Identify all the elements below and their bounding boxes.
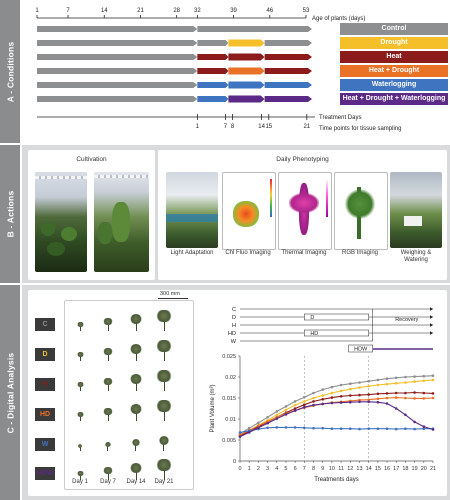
data-point [248, 431, 251, 434]
data-point [404, 381, 407, 384]
data-point [404, 427, 407, 430]
data-point [331, 392, 334, 395]
data-point [423, 375, 426, 378]
data-point [349, 427, 352, 430]
data-point [423, 392, 426, 395]
data-point [312, 404, 315, 407]
data-point [395, 407, 398, 410]
data-point [377, 393, 380, 396]
data-point [386, 427, 389, 430]
x-tick-label: 18 [402, 466, 409, 472]
data-point [413, 428, 416, 431]
treatment-tick-1: 1 [195, 124, 200, 130]
y-tick-label: 0.005 [222, 438, 236, 444]
week2-stress-arrow [228, 82, 264, 89]
data-point [266, 422, 269, 425]
plant-thumbnail [101, 407, 115, 421]
section-label-b: B - Actions [0, 145, 20, 283]
data-point [303, 403, 306, 406]
cultivation-title: Cultivation [76, 156, 107, 163]
step-thermal: Thermal Imaging [281, 250, 327, 256]
treatment-tick-7: 7 [223, 124, 228, 130]
data-point [285, 409, 288, 412]
data-point [377, 398, 380, 401]
week3-arrow [265, 40, 312, 46]
data-point [257, 427, 260, 430]
plant-thumbnail [153, 369, 175, 391]
plant-thumbnail [75, 351, 85, 361]
plant-thumbnail [156, 436, 171, 451]
pre-treatment-arrow [37, 40, 197, 46]
x-tick-label: 0 [238, 466, 242, 472]
treatment-row-label-c: C [35, 318, 55, 331]
week3-arrow [265, 96, 312, 102]
treatment-tick-14: 14 [258, 124, 265, 130]
data-point [367, 427, 370, 430]
step-weighing: Weighing & Watering [400, 250, 432, 263]
condition-legend-5: Waterlogging [340, 79, 448, 91]
plant-thumbnail [127, 403, 145, 421]
data-point [285, 426, 288, 429]
plant-thumbnail [75, 321, 85, 331]
x-tick-label: 16 [383, 466, 391, 472]
data-point [367, 380, 370, 383]
plant-thumbnail [75, 411, 85, 421]
data-point [423, 397, 426, 400]
data-point [358, 401, 361, 404]
week1-stress-arrow [197, 82, 228, 88]
data-point [367, 401, 370, 404]
scale-label: 300 mm [160, 291, 180, 297]
condition-bar-5 [37, 82, 312, 89]
data-point [358, 394, 361, 397]
week2-stress-arrow [228, 68, 264, 75]
phase-label-hdw: HDW [354, 346, 368, 353]
plant-thumbnail [127, 343, 145, 361]
data-point [413, 375, 416, 378]
condition-bar-1 [37, 26, 312, 32]
data-point [285, 405, 288, 408]
x-tick-label: 5 [284, 466, 288, 472]
week1-stress-arrow [197, 68, 228, 74]
data-point [377, 379, 380, 382]
treatment-row-label-h: H [35, 378, 55, 391]
treatment-axis-label: Treatment Days [319, 115, 362, 121]
x-tick-label: 7 [302, 466, 306, 472]
data-point [413, 421, 416, 424]
plant-thumbnail [101, 466, 115, 480]
data-point [340, 390, 343, 393]
data-point [331, 402, 334, 405]
y-tick-label: 0 [232, 459, 236, 465]
x-tick-label: 4 [275, 466, 279, 472]
schedule-row-hd: HD [228, 331, 236, 337]
data-point [358, 428, 361, 431]
treatment-row-label-hdw: HDW [35, 467, 55, 480]
condition-legend-2: Drought [340, 37, 448, 49]
data-point [404, 414, 407, 417]
data-point [257, 422, 260, 425]
greenhouse-photo-2 [94, 172, 149, 272]
y-tick-label: 0.015 [222, 396, 236, 402]
treatment-row-label-w: W [35, 438, 55, 451]
x-tick-label: 13 [356, 466, 363, 472]
data-point [349, 382, 352, 385]
condition-legend-1: Control [340, 23, 448, 35]
data-point [331, 396, 334, 399]
data-point [404, 376, 407, 379]
data-point [340, 427, 343, 430]
data-point [377, 384, 380, 387]
age-tick-39: 39 [230, 8, 237, 14]
data-point [321, 427, 324, 430]
plant-thumbnail [127, 462, 145, 480]
plant-thumbnail [101, 347, 115, 361]
data-point [349, 388, 352, 391]
condition-legend-4: Heat + Drought [340, 65, 448, 77]
week1-stress-arrow [197, 96, 228, 102]
data-point [432, 379, 435, 382]
data-point [321, 403, 324, 406]
data-point [340, 384, 343, 387]
x-tick-label: 2 [256, 466, 260, 472]
y-axis-title: Plant Volume (m³) [210, 384, 216, 433]
data-point [276, 414, 279, 417]
x-tick-label: 6 [293, 466, 297, 472]
x-tick-label: 21 [429, 466, 437, 472]
data-point [294, 400, 297, 403]
plant-thumbnail [103, 441, 113, 451]
condition-bar-2 [37, 40, 312, 47]
condition-bar-6 [37, 96, 312, 103]
phase-label-d: D [310, 315, 315, 321]
data-point [312, 392, 315, 395]
condition-bar-4 [37, 68, 312, 75]
plant-thumbnail [75, 381, 85, 391]
data-point [331, 427, 334, 430]
age-tick-28: 28 [173, 8, 181, 14]
weighing-photo [390, 172, 442, 248]
plant-thumbnail [101, 377, 115, 391]
plant-thumbnail [153, 339, 175, 361]
data-point [386, 383, 389, 386]
age-tick-46: 46 [266, 8, 274, 14]
x-tick-label: 17 [393, 466, 400, 472]
data-point [395, 428, 398, 431]
treatment-tick-8: 8 [230, 124, 235, 130]
schedule-arrow-head [430, 307, 433, 311]
day-label-4: Day 21 [154, 479, 174, 485]
y-tick-label: 0.02 [225, 375, 236, 381]
step-chl-fluo: Chl Fluo Imaging [225, 250, 271, 256]
x-tick-label: 19 [411, 466, 418, 472]
x-tick-label: 8 [311, 466, 316, 472]
data-point [349, 401, 352, 404]
schedule-arrow-head [430, 315, 433, 319]
pre-treatment-arrow [37, 54, 197, 60]
data-point [367, 385, 370, 388]
data-point [331, 386, 334, 389]
plant-thumbnail [153, 458, 175, 480]
week1-stress-arrow [197, 54, 228, 60]
x-tick-label: 12 [347, 466, 354, 472]
data-point [239, 431, 242, 434]
condition-legend-3: Heat [340, 51, 448, 63]
data-point [367, 393, 370, 396]
data-point [395, 377, 398, 380]
data-point [432, 397, 435, 400]
day-label-2: Day 7 [100, 479, 116, 485]
data-point [395, 382, 398, 385]
step-rgb: RGB Imaging [341, 250, 378, 256]
step-light-adaptation: Light Adaptation [170, 250, 214, 256]
plant-thumbnail [153, 309, 175, 331]
treatment-tick-21: 21 [303, 124, 311, 130]
x-tick-label: 9 [321, 466, 325, 472]
age-tick-32: 32 [194, 8, 201, 14]
condition-legend-6: Heat + Drought + Waterlogging [340, 93, 448, 105]
treatment-row-label-d: D [35, 348, 55, 361]
x-tick-label: 10 [328, 466, 335, 472]
plant-thumbnail [77, 444, 84, 451]
control-arrow [197, 26, 312, 32]
data-point [276, 426, 279, 429]
age-tick-21: 21 [137, 8, 144, 14]
week2-stress-arrow [228, 40, 264, 47]
data-point [294, 409, 297, 412]
week3-arrow [265, 82, 312, 88]
data-point [395, 396, 398, 399]
data-point [432, 392, 435, 395]
pre-treatment-arrow [37, 96, 197, 102]
scale-bar [158, 298, 188, 299]
data-point [395, 392, 398, 395]
plant-thumbnail [127, 373, 145, 391]
day-label-1: Day 1 [72, 479, 88, 485]
data-point [423, 425, 426, 428]
data-point [312, 397, 315, 400]
data-point [285, 413, 288, 416]
week3-arrow [265, 68, 312, 74]
treatment-row-label-hd: HD [35, 408, 55, 421]
section-label-c: C - Digital Analysis [0, 285, 20, 500]
data-point [340, 401, 343, 404]
section-label-a: A - Conditions [0, 0, 20, 143]
phase-label-hd: HD [310, 331, 319, 337]
data-point [349, 394, 352, 397]
data-point [266, 427, 269, 430]
x-tick-label: 1 [247, 466, 251, 472]
data-point [321, 388, 324, 391]
data-point [432, 428, 435, 431]
plant-thumbnail [153, 399, 175, 421]
data-point [276, 410, 279, 413]
data-point [386, 397, 389, 400]
rgb-photo [334, 172, 388, 250]
data-point [377, 427, 380, 430]
data-point [276, 417, 279, 420]
age-tick-7: 7 [66, 8, 70, 14]
x-tick-label: 3 [266, 466, 270, 472]
greenhouse-photo-1 [35, 172, 87, 272]
data-point [294, 426, 297, 429]
age-tick-14: 14 [100, 8, 108, 14]
data-point [386, 377, 389, 380]
plant-volume-chart [200, 298, 445, 494]
plant-thumbnail [127, 313, 145, 331]
data-point [423, 380, 426, 383]
week1-arrow [197, 40, 228, 46]
x-tick-label: 20 [420, 466, 427, 472]
data-point [312, 427, 315, 430]
age-axis-label: Age of plants (days) [312, 16, 366, 22]
schedule-row-w: W [230, 339, 236, 345]
pre-treatment-arrow [37, 68, 197, 74]
schedule-row-h: H [232, 323, 236, 329]
data-point [404, 392, 407, 395]
phase-label-recovery: Recovery [395, 317, 419, 323]
day-label-3: Day 14 [126, 479, 146, 485]
week3-arrow [265, 54, 312, 60]
chl-fluo-photo [222, 172, 276, 250]
schedule-arrow-head [430, 331, 433, 335]
plant-thumbnail [130, 438, 143, 451]
data-point [340, 395, 343, 398]
condition-bar-3 [37, 54, 312, 61]
x-tick-label: 14 [365, 466, 372, 472]
x-axis-title: Treatments days [314, 477, 359, 483]
series-5 [239, 426, 435, 434]
age-tick-1: 1 [35, 8, 39, 14]
plant-thumbnail [101, 317, 115, 331]
data-point [413, 391, 416, 394]
data-point [312, 400, 315, 403]
data-point [321, 398, 324, 401]
treatment-tick-15: 15 [265, 124, 273, 130]
data-point [386, 392, 389, 395]
y-tick-label: 0.01 [225, 417, 236, 423]
y-tick-label: 0.025 [222, 354, 236, 360]
age-tick-53: 53 [302, 8, 310, 14]
series-line [240, 376, 433, 434]
series-line [240, 427, 433, 432]
data-point [294, 404, 297, 407]
data-point [303, 396, 306, 399]
schedule-arrow-head [430, 323, 433, 327]
data-point [404, 397, 407, 400]
data-point [386, 402, 389, 405]
data-point [239, 435, 242, 438]
data-point [432, 374, 435, 377]
data-point [358, 386, 361, 389]
schedule-row-c: C [232, 307, 236, 313]
week2-stress-arrow [228, 54, 264, 61]
data-point [413, 397, 416, 400]
data-point [303, 427, 306, 430]
x-tick-label: 15 [374, 466, 381, 472]
sampling-label: Time points for tissue sampling [319, 126, 402, 132]
data-point [303, 400, 306, 403]
data-point [377, 401, 380, 404]
data-point [303, 406, 306, 409]
phenotyping-title: Daily Phenotyping [276, 156, 329, 163]
week2-stress-arrow [228, 96, 264, 103]
data-point [321, 394, 324, 397]
light-adaptation-photo [166, 172, 218, 248]
data-point [358, 381, 361, 384]
data-point [413, 380, 416, 383]
schedule-row-d: D [232, 315, 236, 321]
thermal-photo [278, 172, 332, 250]
x-tick-label: 11 [338, 466, 344, 472]
pre-treatment-arrow [37, 26, 197, 32]
data-point [266, 416, 269, 419]
pre-treatment-arrow [37, 82, 197, 88]
